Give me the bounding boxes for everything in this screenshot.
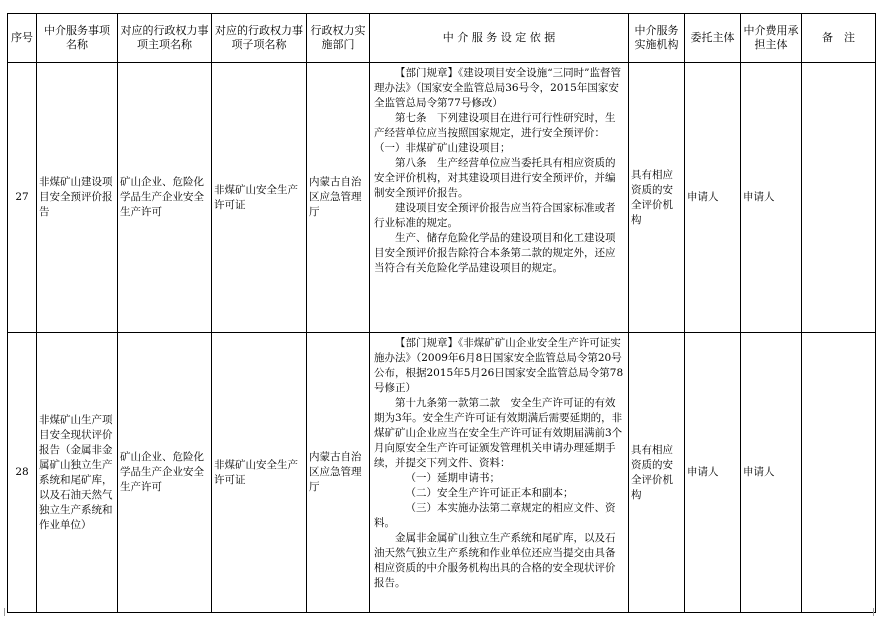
cell-seq: 27 bbox=[8, 63, 37, 333]
basis-paragraph: （一）延期申请书； bbox=[405, 472, 500, 484]
header-remark: 备 注 bbox=[802, 14, 876, 63]
cell-sub-item: 非煤矿山安全生产许可证 bbox=[212, 333, 307, 613]
cell-remark bbox=[802, 333, 876, 613]
cell-main-item: 矿山企业、危险化学品生产企业安全生产许可 bbox=[118, 63, 212, 333]
cell-department: 内蒙古自治区应急管理厅 bbox=[307, 333, 370, 613]
basis-paragraph: 【部门规章】《建设项目安全设施“三同时”监督管理办法》（国家安全监管总局36号令，2015年国家安全监管总局令第77号修改） bbox=[374, 67, 621, 109]
basis-paragraph: 第八条 生产经营单位应当委托具有相应资质的安全评价机构，对其建设项目进行安全预评价，并编制安全预评价报告。 bbox=[374, 157, 616, 199]
intermediary-services-table bbox=[7, 13, 876, 613]
basis-paragraph: 建设项目安全预评价报告应当符合国家标准或者行业标准的规定。 bbox=[374, 202, 616, 229]
header-row bbox=[8, 14, 876, 63]
page-corner-mark-right bbox=[873, 608, 874, 616]
cell-service-name: 非煤矿山生产项目安全现状评价报告（金属非金属矿山独立生产系统和尾矿库，以及石油天然气独立生产系统和作业单位） bbox=[37, 333, 118, 613]
basis-paragraph: 【部门规章】《非煤矿矿山企业安全生产许可证实施办法》（2009年6月8日国家安全监管总局令第20号公布，根据2015年5月26日国家安全监管总局令第78号修正） bbox=[374, 337, 624, 394]
cell-service-name: 非煤矿山建设项目安全预评价报告 bbox=[37, 63, 118, 333]
cell-agency: 具有相应资质的安全评价机构 bbox=[629, 333, 685, 613]
header-department: 行政权力实施部门 bbox=[307, 14, 370, 63]
cell-fee: 申请人 bbox=[741, 333, 802, 613]
basis-paragraph: 金属非金属矿山独立生产系统和尾矿库，以及石油天然气独立生产系统和作业单位还应当提交由具备相应资质的中介服务机构出具的合格的安全现状评价报告。 bbox=[374, 532, 616, 589]
cell-agency: 具有相应资质的安全评价机构 bbox=[629, 63, 685, 333]
cell-seq: 28 bbox=[8, 333, 37, 613]
basis-paragraph: 生产、储存危险化学品的建设项目和化工建设项目安全预评价报告除符合本条第二款的规定外，还应当符合有关危险化学品建设项目的规定。 bbox=[374, 232, 616, 274]
header-seq: 序号 bbox=[8, 14, 37, 63]
header-basis: 中 介 服 务 设 定 依 据 bbox=[370, 14, 629, 63]
header-main-item: 对应的行政权力事项主项名称 bbox=[118, 14, 212, 63]
header-entrust: 委托主体 bbox=[685, 14, 741, 63]
header-agency: 中介服务实施机构 bbox=[629, 14, 685, 63]
cell-fee: 申请人 bbox=[741, 63, 802, 333]
basis-paragraph: （三）本实施办法第二章规定的相应文件、资料。 bbox=[374, 502, 616, 529]
cell-entrust: 申请人 bbox=[685, 333, 741, 613]
cell-remark bbox=[802, 63, 876, 333]
basis-paragraph: 第七条 下列建设项目在进行可行性研究时，生产经营单位应当按照国家规定，进行安全预评价：（一）非煤矿矿山建设项目； bbox=[374, 112, 616, 154]
basis-paragraph: （二）安全生产许可证正本和副本； bbox=[405, 487, 574, 499]
header-sub-item: 对应的行政权力事项子项名称 bbox=[212, 14, 307, 63]
table-row bbox=[8, 333, 876, 613]
page-corner-mark-left bbox=[4, 608, 5, 616]
cell-department: 内蒙古自治区应急管理厅 bbox=[307, 63, 370, 333]
cell-main-item: 矿山企业、危险化学品生产企业安全生产许可 bbox=[118, 333, 212, 613]
header-service-name: 中介服务事项名称 bbox=[37, 14, 118, 63]
cell-basis bbox=[370, 63, 629, 333]
cell-basis bbox=[370, 333, 629, 613]
basis-paragraph: 第十九条第一款第二款 安全生产许可证的有效期为3年。安全生产许可证有效期满后需要延期的，非煤矿矿山企业应当在安全生产许可证有效期届满前3个月向原安全生产许可证颁发管理机关申请办理延期手续，并提交下列文件、资料： bbox=[374, 397, 623, 469]
cell-sub-item: 非煤矿山安全生产许可证 bbox=[212, 63, 307, 333]
header-fee: 中介费用承担主体 bbox=[741, 14, 802, 63]
document-sheet bbox=[7, 13, 876, 613]
table-row bbox=[8, 63, 876, 333]
cell-entrust: 申请人 bbox=[685, 63, 741, 333]
